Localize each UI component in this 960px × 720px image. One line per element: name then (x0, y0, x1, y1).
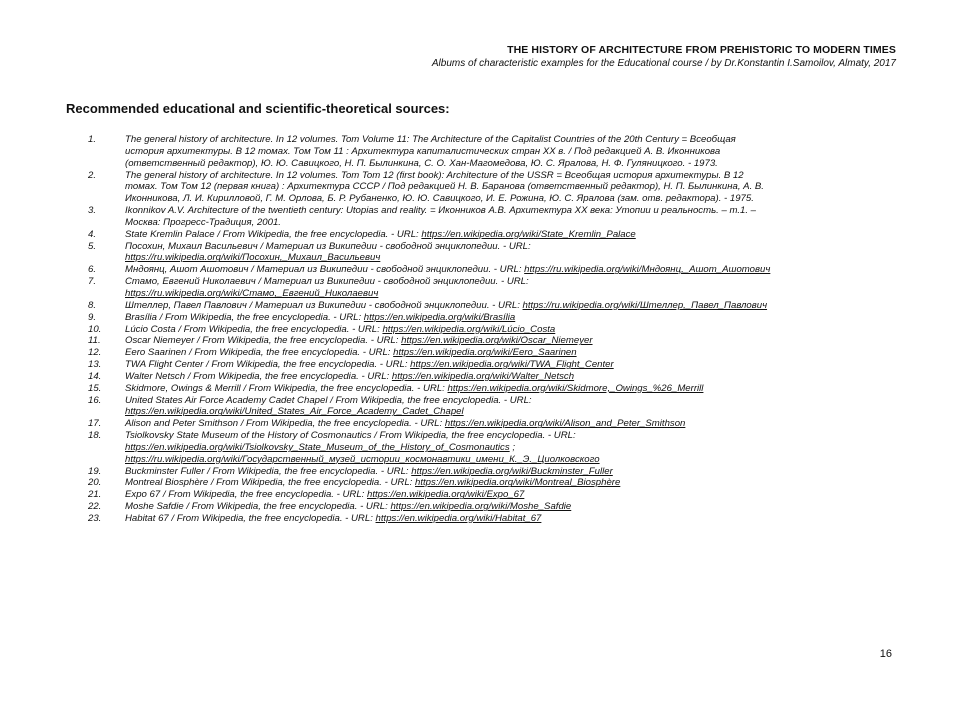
reference-line (125, 371, 888, 383)
reference-text: Alison and Peter Smithson / From Wikipedia, the free encyclopedia. - URL: (125, 418, 445, 430)
reference-text: State Kremlin Palace / From Wikipedia, the free encyclopedia. - URL: (125, 228, 422, 240)
reference-link[interactable]: https://en.wikipedia.org/wiki/Alison_and_Peter_Smithson (444, 418, 686, 430)
reference-number: 13. (88, 359, 102, 371)
reference-line (125, 335, 888, 347)
reference-number: 19. (88, 465, 102, 477)
reference-item (88, 205, 888, 229)
reference-body (125, 501, 888, 513)
reference-text: Oscar Niemeyer / From Wikipedia, the free encyclopedia. - URL: (125, 335, 402, 347)
reference-text: Мндоянц, Ашот Ашотович / Материал из Википедии - свободной энциклопедии. - URL: (125, 264, 525, 276)
reference-line (125, 477, 888, 489)
reference-item (88, 347, 888, 359)
reference-number: 7. (88, 276, 97, 288)
reference-number: 12. (88, 347, 102, 359)
reference-body (125, 466, 888, 478)
reference-line (125, 454, 888, 466)
reference-number: 22. (88, 501, 102, 513)
reference-text: Montreal Biosphère / From Wikipedia, the free encyclopedia. - URL: (125, 477, 415, 489)
reference-line (125, 395, 888, 407)
reference-number: 4. (88, 228, 97, 240)
reference-number: 8. (88, 299, 97, 311)
reference-text: Skidmore, Owings & Merrill / From Wikipedia, the free encyclopedia. - URL: (125, 382, 448, 394)
reference-body (125, 513, 888, 525)
reference-line (125, 406, 888, 418)
reference-number: 17. (88, 418, 102, 430)
reference-text: Walter Netsch / From Wikipedia, the free encyclopedia. - URL: (125, 370, 392, 382)
reference-text: Стамо, Евгений Николаевич / Материал из Википедии - свободной энциклопедии. - URL: (125, 276, 529, 288)
reference-item (88, 300, 888, 312)
reference-number: 16. (88, 394, 102, 406)
reference-line (125, 158, 888, 170)
reference-link[interactable]: https://ru.wikipedia.org/wiki/Государственный_музей_истории_космонавтики_имени_К._Э._Циолковского (125, 453, 600, 465)
reference-item (88, 430, 888, 466)
reference-number: 15. (88, 382, 102, 394)
reference-line (125, 193, 888, 205)
reference-body (125, 276, 888, 300)
reference-line (125, 466, 888, 478)
reference-link[interactable]: https://ru.wikipedia.org/wiki/Стамо,_Евгений_Николаевич (125, 287, 379, 299)
reference-link[interactable]: https://en.wikipedia.org/wiki/Eero_Saarinen (393, 347, 577, 359)
reference-line (125, 181, 888, 193)
reference-number: 10. (88, 323, 102, 335)
reference-text: (ответственный редактор), Ю. Ю. Савицкого, Н. П. Былинкина, С. О. Хан-Магомедова, Ю. С. Яралова, Н. Ф. Гуляницкого. - 1973. (125, 157, 718, 169)
reference-body (125, 430, 888, 466)
reference-link[interactable]: https://en.wikipedia.org/wiki/TWA_Flight_Center (410, 359, 614, 371)
reference-item (88, 383, 888, 395)
reference-line (125, 241, 888, 253)
reference-line (125, 264, 888, 276)
reference-number: 9. (88, 311, 97, 323)
reference-number: 6. (88, 264, 97, 276)
reference-item (88, 276, 888, 300)
reference-text: The general history of architecture. In 12 volumes. Tom Tom 12 (first book): Architecture of the USSR = Всеобщая история архитектуры. В 12 (125, 169, 744, 181)
reference-text: томах. Том Том 12 (первая книга) : Архитектура СССР / Под редакцией Н. В. Баранова (ответственный редактор), Н. П. Былинкина, А. В. (125, 181, 764, 193)
reference-link[interactable]: https://en.wikipedia.org/wiki/United_States_Air_Force_Academy_Cadet_Chapel (125, 406, 464, 418)
page-number: 16 (879, 648, 892, 660)
reference-link[interactable]: https://en.wikipedia.org/wiki/Skidmore,_Owings_%26_Merrill (447, 382, 704, 394)
document-title: THE HISTORY OF ARCHITECTURE FROM PREHISTORIC TO MODERN TIMES (507, 44, 896, 56)
reference-line (125, 134, 888, 146)
reference-body (125, 359, 888, 371)
reference-line (125, 312, 888, 324)
reference-number: 21. (88, 489, 102, 501)
reference-number: 18. (88, 430, 102, 442)
reference-body (125, 383, 888, 395)
reference-item (88, 241, 888, 265)
reference-text: The general history of architecture. In 12 volumes. Tom Volume 11: The Architecture of the Capitalist Countries of the 20th Century = Всеобщая (125, 134, 736, 145)
reference-text: Lúcio Costa / From Wikipedia, the free encyclopedia. - URL: (125, 323, 383, 335)
reference-link[interactable]: https://en.wikipedia.org/wiki/Habitat_67 (375, 513, 542, 524)
reference-body (125, 489, 888, 501)
reference-body (125, 134, 888, 170)
reference-text: United States Air Force Academy Cadet Chapel / From Wikipedia, the free encyclopedia. - URL: (125, 394, 532, 406)
document-subtitle: Albums of characteristic examples for the Educational course / by Dr.Konstantin I.Samoilov, Almaty, 2017 (431, 58, 896, 69)
reference-item (88, 170, 888, 206)
reference-line (125, 383, 888, 395)
reference-text: Eero Saarinen / From Wikipedia, the free encyclopedia. - URL: (125, 347, 394, 359)
reference-number: 23. (88, 513, 102, 524)
reference-body (125, 324, 888, 336)
reference-body (125, 170, 888, 206)
reference-link[interactable]: https://en.wikipedia.org/wiki/Tsiolkovsky_State_Museum_of_the_History_of_Cosmonautics (125, 441, 510, 453)
reference-line (125, 418, 888, 430)
reference-item (88, 335, 888, 347)
reference-link[interactable]: https://ru.wikipedia.org/wiki/Посохин,_Михаил_Васильевич (125, 252, 381, 264)
reference-number: 1. (88, 134, 97, 145)
reference-number: 20. (88, 477, 102, 489)
reference-item (88, 477, 888, 489)
reference-text: Brasília / From Wikipedia, the free encyclopedia. - URL: (125, 311, 364, 323)
reference-item (88, 229, 888, 241)
reference-body (125, 335, 888, 347)
reference-item (88, 489, 888, 501)
reference-line (125, 146, 888, 158)
reference-suffix: ; (509, 441, 515, 453)
reference-text: Ikonnikov A.V. Architecture of the twentieth century: Utopias and reality. = Иконников А.В. Архитектура XX века: Утопии и реальность. – т.1. – (125, 205, 757, 217)
reference-line (125, 288, 888, 300)
reference-body (125, 477, 888, 489)
reference-item (88, 501, 888, 513)
reference-item (88, 371, 888, 383)
reference-body (125, 264, 888, 276)
reference-item (88, 264, 888, 276)
reference-line (125, 252, 888, 264)
reference-line (125, 324, 888, 336)
reference-link[interactable]: https://en.wikipedia.org/wiki/Walter_Netsch (391, 370, 575, 382)
reference-text: Москва: Прогресс-Традиция, 2001. (125, 216, 281, 228)
section-title: Recommended educational and scientific-theoretical sources: (66, 101, 450, 116)
reference-body (125, 229, 888, 241)
reference-line (125, 170, 888, 182)
reference-text: Habitat 67 / From Wikipedia, the free encyclopedia. - URL: (125, 513, 376, 524)
reference-link[interactable]: https://en.wikipedia.org/wiki/Brasília (363, 311, 516, 323)
reference-item (88, 466, 888, 478)
reference-list (88, 134, 888, 525)
reference-line (125, 442, 888, 454)
reference-link[interactable]: https://en.wikipedia.org/wiki/Montreal_Biosphère (415, 477, 621, 489)
reference-body (125, 395, 888, 419)
reference-text: Moshe Safdie / From Wikipedia, the free encyclopedia. - URL: (125, 501, 391, 513)
reference-link[interactable]: https://en.wikipedia.org/wiki/Expo_67 (367, 489, 525, 501)
reference-item (88, 395, 888, 419)
reference-item (88, 312, 888, 324)
reference-body (125, 312, 888, 324)
reference-text: Buckminster Fuller / From Wikipedia, the free encyclopedia. - URL: (125, 465, 412, 477)
reference-text: Штеллер, Павел Павлович / Материал из Википедии - свободной энциклопедии. - URL: (125, 299, 523, 311)
reference-link[interactable]: https://en.wikipedia.org/wiki/Moshe_Safdie (390, 501, 572, 513)
reference-link[interactable]: https://en.wikipedia.org/wiki/Buckminster_Fuller (411, 465, 613, 477)
reference-link[interactable]: https://en.wikipedia.org/wiki/Lúcio_Costa (382, 323, 556, 335)
reference-number: 5. (88, 240, 97, 252)
reference-line (125, 300, 888, 312)
reference-item (88, 418, 888, 430)
reference-text: Expo 67 / From Wikipedia, the free encyclopedia. - URL: (125, 489, 367, 501)
reference-item (88, 359, 888, 371)
reference-text: TWA Flight Center / From Wikipedia, the free encyclopedia. - URL: (125, 359, 411, 371)
reference-line (125, 347, 888, 359)
reference-text: Иконникова, Л. И. Кирилловой, Г. М. Орлова, Б. Р. Рубаненко, Ю. Ю. Савицкого, И. Е. Рожина, Ю. С. Яралова (зам. отв. редактора). - 1975. (125, 193, 754, 205)
reference-item (88, 324, 888, 336)
reference-line (125, 513, 888, 525)
reference-body (125, 347, 888, 359)
reference-body (125, 241, 888, 265)
reference-line (125, 229, 888, 241)
reference-line (125, 501, 888, 513)
reference-item (88, 134, 888, 170)
reference-number: 11. (88, 335, 101, 347)
reference-link[interactable]: https://ru.wikipedia.org/wiki/Штеллер,_Павел_Павлович (522, 299, 768, 311)
reference-item (88, 513, 888, 525)
reference-line (125, 489, 888, 501)
reference-link[interactable]: https://en.wikipedia.org/wiki/Oscar_Niemeyer (401, 335, 593, 347)
reference-text: история архитектуры. В 12 томах. Том Том 11 : Архитектура капиталистических стран XX в. / Под редакцией А. В. Иконникова (125, 145, 721, 157)
reference-text: Посохин, Михаил Васильевич / Материал из Википедии - свободной энциклопедии. - URL: (125, 240, 531, 252)
reference-body (125, 300, 888, 312)
reference-link[interactable]: https://ru.wikipedia.org/wiki/Мндоянц,_Ашот_Ашотович (524, 264, 771, 276)
document-header (432, 44, 896, 69)
reference-line (125, 359, 888, 371)
reference-body (125, 371, 888, 383)
reference-body (125, 418, 888, 430)
reference-number: 2. (88, 169, 97, 181)
reference-text: Tsiolkovsky State Museum of the History of Cosmonautics / From Wikipedia, the free encyclopedia. - URL: (125, 430, 576, 442)
reference-line (125, 205, 888, 217)
reference-number: 3. (88, 205, 97, 217)
reference-line (125, 276, 888, 288)
reference-line (125, 430, 888, 442)
reference-link[interactable]: https://en.wikipedia.org/wiki/State_Kremlin_Palace (421, 228, 636, 240)
reference-line (125, 217, 888, 229)
reference-body (125, 205, 888, 229)
reference-number: 14. (88, 370, 102, 382)
